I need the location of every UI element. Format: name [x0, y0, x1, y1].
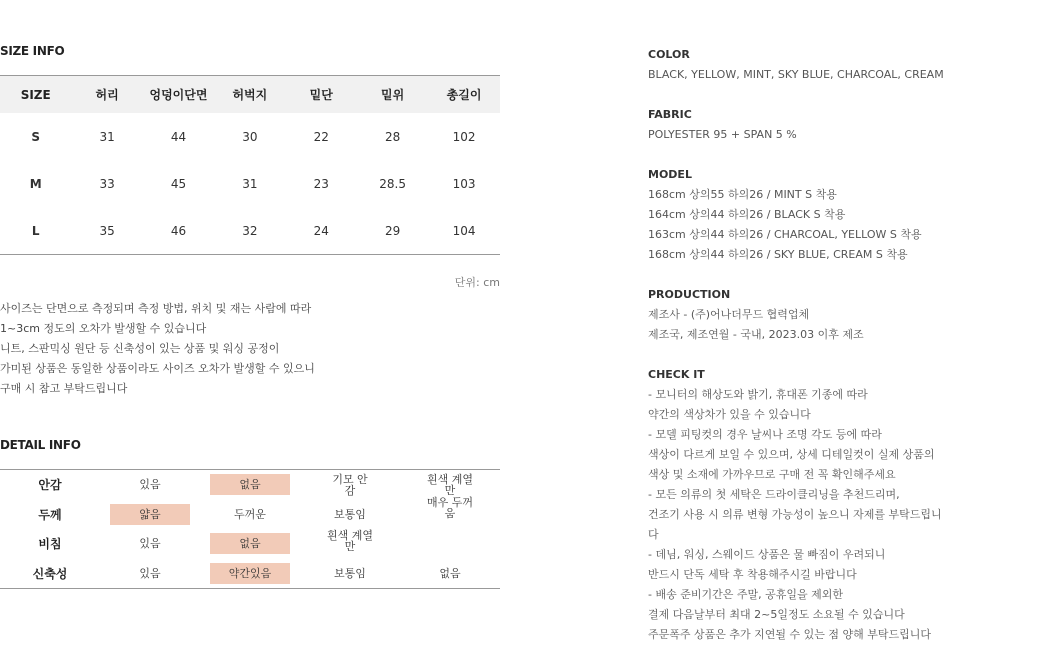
detail-option-text: 두꺼운	[234, 507, 266, 521]
info-block-fabric	[648, 105, 1048, 145]
size-value: 31	[99, 129, 115, 144]
unit-label: 단위: cm	[454, 276, 500, 289]
note-line: 가미된 상품은 동일한 상품이라도 사이즈 오차가 발생할 수 있으니	[0, 362, 315, 375]
info-line: BLACK, YELLOW, MINT, SKY BLUE, CHARCOAL, CREAM	[648, 68, 944, 81]
detail-option-text: 보통임	[334, 566, 366, 580]
info-title: MODEL	[648, 168, 692, 181]
size-header-cell: SIZE	[20, 87, 51, 102]
size-value: 24	[313, 223, 329, 238]
detail-option-text: 흰색 계열만	[426, 472, 473, 497]
info-line: 반드시 단독 세탁 후 착용해주시길 바랍니다	[648, 568, 857, 581]
note-line: 사이즈는 단면으로 측정되며 측정 방법, 위치 및 재는 사람에 따라	[0, 302, 312, 315]
size-notes	[0, 299, 315, 399]
size-header-cell: 엉덩이단면	[149, 88, 208, 102]
detail-option	[300, 568, 400, 579]
size-header-cell: 허리	[95, 88, 119, 102]
table-row	[0, 113, 500, 160]
size-value: 31	[242, 176, 258, 191]
size-info-title: SIZE INFO	[0, 44, 65, 58]
info-block-production	[648, 285, 1048, 345]
info-line: 제조사 - (주)어나더무드 협력업체	[648, 308, 810, 321]
size-value: 23	[313, 176, 329, 191]
info-line: POLYESTER 95 + SPAN 5 %	[648, 128, 797, 141]
size-header-cell: 총길이	[446, 88, 482, 102]
info-line: 결제 다음날부터 최대 2~5일정도 소요될 수 있습니다	[648, 608, 905, 621]
info-title: FABRIC	[648, 108, 692, 121]
size-value: 28.5	[379, 176, 406, 191]
detail-option-selected: 얇음	[110, 504, 190, 525]
table-row	[0, 529, 500, 559]
table-row	[0, 496, 500, 530]
size-label: M	[29, 176, 42, 191]
table-row	[0, 207, 500, 254]
size-header-cell: 허벅지	[232, 88, 268, 102]
table-row	[0, 559, 500, 589]
note-line: 1~3cm 정도의 오차가 발생할 수 있습니다	[0, 322, 207, 335]
size-value: 30	[242, 129, 258, 144]
note-line: 구매 시 참고 부탁드립니다	[0, 382, 128, 395]
size-value: 22	[313, 129, 329, 144]
info-line: - 배송 준비기간은 주말, 공휴일을 제외한	[648, 588, 843, 601]
info-line: 168cm 상의44 하의26 / SKY BLUE, CREAM S 착용	[648, 248, 908, 261]
size-value: 104	[452, 223, 476, 238]
size-value: 32	[242, 223, 258, 238]
detail-option-text: 있음	[139, 566, 161, 580]
detail-option	[200, 474, 300, 495]
size-header-cell: 밑위	[381, 88, 405, 102]
detail-option-text: 있음	[139, 478, 161, 492]
info-line: - 모든 의류의 첫 세탁은 드라이클리닝을 추천드리며,	[648, 488, 900, 501]
info-line: 색상이 다르게 보일 수 있으며, 상세 디테일컷이 실제 상품의	[648, 448, 935, 461]
table-row	[0, 160, 500, 207]
info-block-color	[648, 45, 1048, 85]
detail-label: 비침	[38, 537, 62, 552]
size-value: 102	[452, 129, 476, 144]
info-line: 주문폭주 상품은 추가 지연될 수 있는 점 양해 부탁드립니다	[648, 628, 931, 641]
detail-option-text: 매우 두꺼움	[426, 496, 473, 521]
size-value: 46	[170, 223, 187, 238]
detail-option	[400, 496, 500, 521]
info-line: - 모니터의 해상도와 밝기, 휴대폰 기종에 따라	[648, 388, 868, 401]
detail-info-title: DETAIL INFO	[0, 438, 81, 452]
info-line: 색상 및 소재에 가까우므로 구매 전 꼭 확인해주세요	[648, 468, 896, 481]
info-line: 약간의 색상차가 있을 수 있습니다	[648, 408, 811, 421]
detail-option-text: 보통임	[334, 507, 366, 521]
detail-option	[300, 474, 400, 496]
detail-label: 두께	[38, 507, 62, 522]
info-title: CHECK IT	[648, 368, 705, 381]
size-value: 33	[99, 176, 115, 191]
detail-option	[200, 509, 300, 520]
table-row	[0, 470, 500, 500]
note-line: 니트, 스판믹싱 원단 등 신축성이 있는 상품 및 워싱 공정이	[0, 342, 280, 355]
info-line: 건조기 사용 시 의류 변형 가능성이 높으니 자제를 부탁드립니	[648, 508, 942, 521]
info-line: 168cm 상의55 하의26 / MINT S 착용	[648, 188, 837, 201]
detail-option	[100, 504, 200, 525]
info-block-model	[648, 165, 1048, 265]
detail-option-text: 흰색 계열만	[326, 528, 373, 553]
info-line: 164cm 상의44 하의26 / BLACK S 착용	[648, 208, 846, 221]
info-line: 163cm 상의44 하의26 / CHARCOAL, YELLOW S 착용	[648, 228, 922, 241]
detail-option-text: 있음	[139, 537, 161, 551]
detail-option	[400, 474, 500, 496]
detail-option	[100, 538, 200, 549]
detail-option	[300, 509, 400, 520]
info-line: - 데님, 워싱, 스웨이드 상품은 물 빠짐이 우려되니	[648, 548, 886, 561]
detail-option-selected: 없음	[210, 533, 290, 554]
detail-option	[400, 568, 500, 579]
detail-option	[200, 533, 300, 554]
info-title: PRODUCTION	[648, 288, 731, 301]
info-block-check-it	[648, 365, 1048, 645]
info-line: 제조국, 제조연월 - 국내, 2023.03 이후 제조	[648, 328, 864, 341]
detail-option	[200, 563, 300, 584]
detail-label: 안감	[38, 478, 62, 493]
size-value: 35	[99, 223, 115, 238]
size-value: 44	[170, 129, 187, 144]
product-info	[648, 45, 1048, 665]
detail-option-text: 기모 안감	[332, 472, 368, 497]
size-table-header	[0, 76, 500, 113]
size-table	[0, 75, 500, 255]
info-line: - 모델 피팅컷의 경우 날씨나 조명 각도 등에 따라	[648, 428, 882, 441]
size-value: 45	[170, 176, 187, 191]
detail-option	[100, 568, 200, 579]
info-title: COLOR	[648, 48, 690, 61]
detail-option	[100, 479, 200, 490]
detail-table	[0, 469, 500, 589]
size-header-cell: 밑단	[309, 88, 333, 102]
detail-option	[300, 528, 400, 553]
detail-option-selected: 약간있음	[210, 563, 290, 584]
detail-option-selected: 없음	[210, 474, 290, 495]
detail-label: 신축성	[32, 566, 68, 581]
size-value: 29	[385, 223, 401, 238]
info-line: 다	[648, 528, 659, 541]
detail-option-text: 없음	[439, 566, 461, 580]
size-value: 103	[452, 176, 476, 191]
size-label: S	[31, 129, 41, 144]
size-label: L	[31, 223, 40, 238]
size-value: 28	[385, 129, 401, 144]
